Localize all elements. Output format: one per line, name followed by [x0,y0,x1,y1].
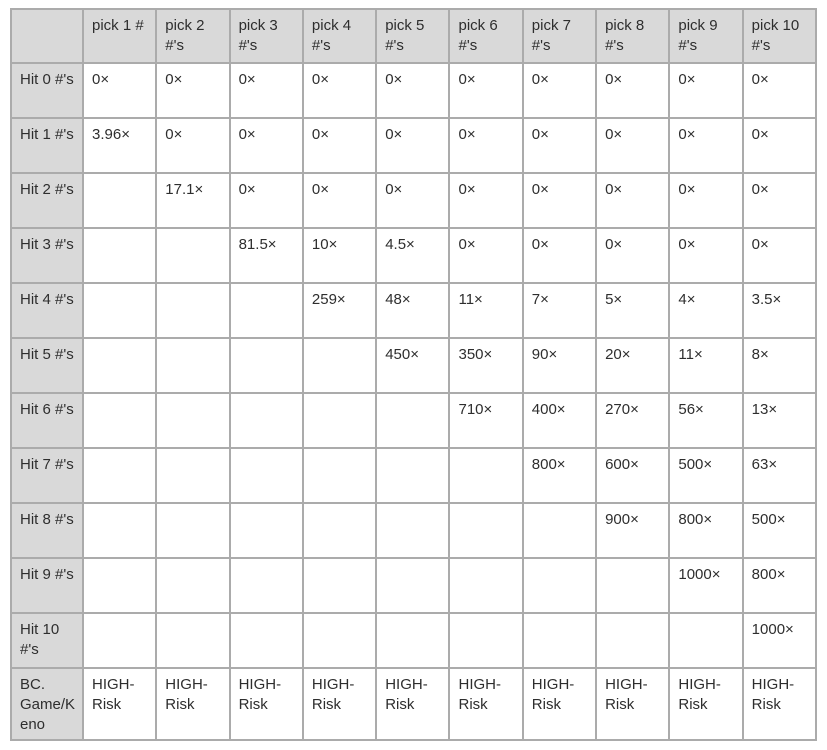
payout-cell: 0× [303,173,376,228]
keno-paytable [10,8,817,741]
payout-cell: 0× [83,63,156,118]
payout-cell: 0× [523,228,596,283]
table-row-hit-0 [11,63,816,118]
payout-cell [449,613,522,668]
payout-cell: HIGH-Risk [156,668,229,740]
payout-cell: 800× [523,448,596,503]
table-row-hit-5 [11,338,816,393]
paytable-body [11,63,816,740]
payout-cell: 0× [303,63,376,118]
payout-cell [230,613,303,668]
payout-cell: 0× [156,63,229,118]
payout-cell: 0× [230,118,303,173]
column-header-pick-8: pick 8 #'s [596,9,669,63]
payout-cell [303,448,376,503]
payout-cell: 400× [523,393,596,448]
payout-cell: 8× [743,338,816,393]
payout-cell: 0× [669,173,742,228]
payout-cell [523,503,596,558]
payout-cell: 81.5× [230,228,303,283]
payout-cell: 0× [449,173,522,228]
row-header: Hit 9 #'s [11,558,83,613]
payout-cell [83,228,156,283]
row-header: Hit 8 #'s [11,503,83,558]
payout-cell: HIGH-Risk [743,668,816,740]
row-header: Hit 7 #'s [11,448,83,503]
payout-cell: 450× [376,338,449,393]
payout-cell [303,338,376,393]
payout-cell [83,173,156,228]
payout-cell: 20× [596,338,669,393]
payout-cell: 0× [596,118,669,173]
payout-cell: 0× [303,118,376,173]
payout-cell: 350× [449,338,522,393]
payout-cell: 13× [743,393,816,448]
payout-cell: 0× [596,228,669,283]
payout-cell [303,613,376,668]
payout-cell: 259× [303,283,376,338]
table-row-hit-4 [11,283,816,338]
payout-cell: 0× [449,63,522,118]
payout-cell: 0× [449,228,522,283]
payout-cell [156,338,229,393]
row-header: Hit 0 #'s [11,63,83,118]
payout-cell: 0× [669,63,742,118]
payout-cell [230,283,303,338]
payout-cell [83,393,156,448]
payout-cell [376,613,449,668]
payout-cell: 0× [743,228,816,283]
column-header-pick-1: pick 1 # [83,9,156,63]
payout-cell: 600× [596,448,669,503]
payout-cell: 10× [303,228,376,283]
payout-cell: HIGH-Risk [230,668,303,740]
row-header: Hit 4 #'s [11,283,83,338]
payout-cell: 0× [376,118,449,173]
payout-cell [83,283,156,338]
payout-cell: 17.1× [156,173,229,228]
payout-cell [376,393,449,448]
payout-cell: 0× [669,118,742,173]
payout-cell: 0× [230,173,303,228]
payout-cell: HIGH-Risk [303,668,376,740]
payout-cell: 800× [743,558,816,613]
row-header: Hit 10 #'s [11,613,83,668]
payout-cell [83,558,156,613]
payout-cell [230,558,303,613]
payout-cell [83,503,156,558]
payout-cell: 0× [596,173,669,228]
row-header: Hit 1 #'s [11,118,83,173]
payout-cell: 4× [669,283,742,338]
payout-cell: 0× [523,118,596,173]
payout-cell: 900× [596,503,669,558]
table-row-hit-10 [11,613,816,668]
corner-cell [11,9,83,63]
payout-cell: 500× [669,448,742,503]
payout-cell [523,613,596,668]
payout-cell: 5× [596,283,669,338]
payout-cell [230,448,303,503]
payout-cell: 11× [449,283,522,338]
payout-cell [449,448,522,503]
payout-cell [156,613,229,668]
payout-cell [376,558,449,613]
payout-cell [303,558,376,613]
footer-row [11,668,816,740]
payout-cell [523,558,596,613]
table-row-hit-2 [11,173,816,228]
column-header-pick-5: pick 5 #'s [376,9,449,63]
table-row-hit-9 [11,558,816,613]
payout-cell [156,228,229,283]
payout-cell: 0× [376,173,449,228]
payout-cell: 90× [523,338,596,393]
column-header-pick-9: pick 9 #'s [669,9,742,63]
payout-cell: 11× [669,338,742,393]
payout-cell: HIGH-Risk [83,668,156,740]
payout-cell: 710× [449,393,522,448]
payout-cell: HIGH-Risk [376,668,449,740]
payout-cell: HIGH-Risk [596,668,669,740]
payout-cell: HIGH-Risk [523,668,596,740]
payout-cell [156,558,229,613]
payout-cell [449,503,522,558]
row-header: BC. Game/Keno [11,668,83,740]
payout-cell: 1000× [669,558,742,613]
payout-cell: 0× [523,173,596,228]
payout-cell: 48× [376,283,449,338]
table-row-hit-7 [11,448,816,503]
row-header: Hit 5 #'s [11,338,83,393]
payout-cell: 500× [743,503,816,558]
payout-cell: 7× [523,283,596,338]
payout-cell: 0× [449,118,522,173]
payout-cell: 3.5× [743,283,816,338]
payout-cell [376,448,449,503]
payout-cell [156,393,229,448]
payout-cell: 270× [596,393,669,448]
payout-cell [156,448,229,503]
payout-cell: 0× [743,118,816,173]
payout-cell: 0× [743,173,816,228]
payout-cell [230,393,303,448]
payout-cell [156,283,229,338]
payout-cell: 63× [743,448,816,503]
payout-cell [303,393,376,448]
table-row-hit-1 [11,118,816,173]
payout-cell: 800× [669,503,742,558]
payout-cell: 0× [669,228,742,283]
payout-cell: 4.5× [376,228,449,283]
row-header: Hit 3 #'s [11,228,83,283]
payout-cell [83,613,156,668]
payout-cell [596,613,669,668]
column-header-pick-3: pick 3 #'s [230,9,303,63]
column-header-pick-2: pick 2 #'s [156,9,229,63]
payout-cell: HIGH-Risk [449,668,522,740]
payout-cell: 0× [743,63,816,118]
column-header-pick-7: pick 7 #'s [523,9,596,63]
column-header-pick-6: pick 6 #'s [449,9,522,63]
payout-cell: 56× [669,393,742,448]
table-row-hit-6 [11,393,816,448]
row-header: Hit 6 #'s [11,393,83,448]
payout-cell: 1000× [743,613,816,668]
payout-cell [669,613,742,668]
table-row-hit-8 [11,503,816,558]
payout-cell: 3.96× [83,118,156,173]
payout-cell [230,338,303,393]
payout-cell [156,503,229,558]
payout-cell: 0× [523,63,596,118]
payout-cell [230,503,303,558]
payout-cell [376,503,449,558]
payout-cell: 0× [156,118,229,173]
column-header-pick-4: pick 4 #'s [303,9,376,63]
payout-cell: 0× [376,63,449,118]
payout-cell: 0× [596,63,669,118]
payout-cell: 0× [230,63,303,118]
row-header: Hit 2 #'s [11,173,83,228]
payout-cell: HIGH-Risk [669,668,742,740]
payout-cell [303,503,376,558]
payout-cell [449,558,522,613]
payout-cell [83,448,156,503]
column-header-pick-10: pick 10 #'s [743,9,816,63]
paytable-header [11,9,816,63]
table-row-hit-3 [11,228,816,283]
header-row [11,9,816,63]
payout-cell [596,558,669,613]
payout-cell [83,338,156,393]
